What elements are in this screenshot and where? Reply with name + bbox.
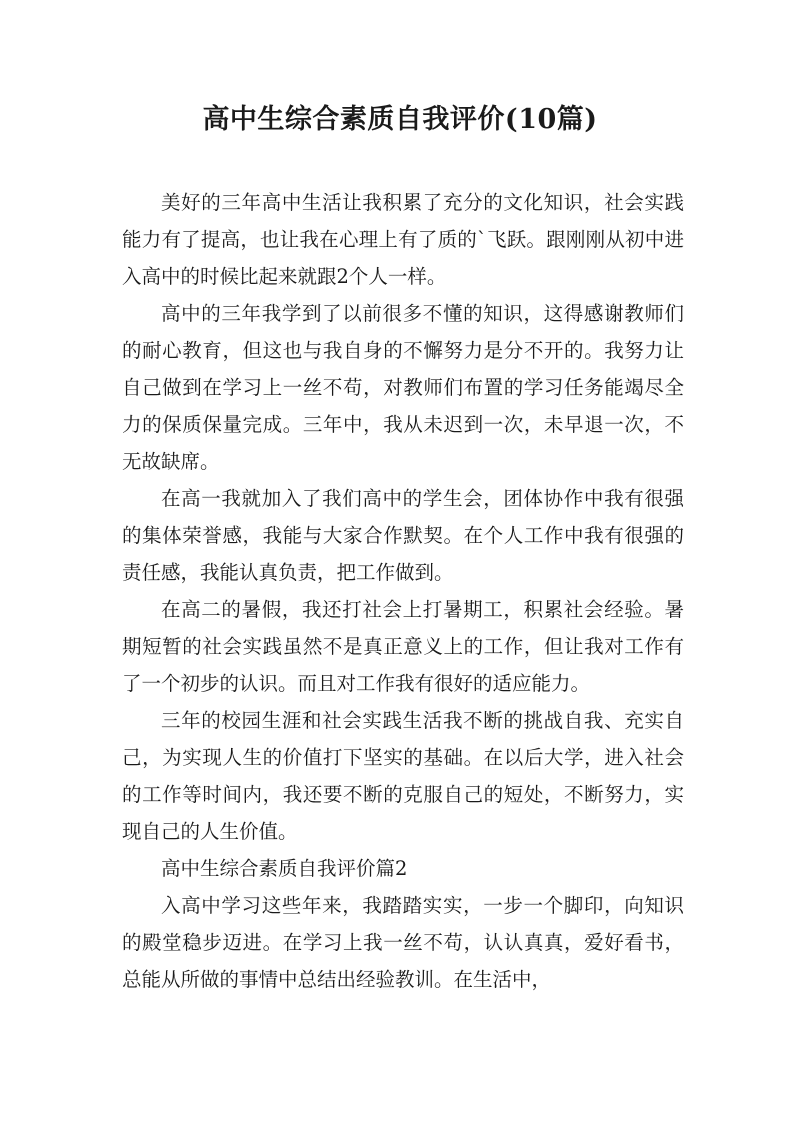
- paragraph-5: 三年的校园生涯和社会实践生活我不断的挑战自我、充实自己，为实现人生的价值打下坚实的基础。在以后大学，进入社会的工作等时间内，我还要不断的克服自己的短处，不断努力，实现自己的人生价值。: [122, 709, 684, 843]
- paragraph-1: 美好的三年高中生活让我积累了充分的文化知识，社会实践能力有了提高，也让我在心理上有了质的`飞跃。跟刚刚从初中进入高中的时候比起来就跟2个人一样。: [122, 191, 684, 288]
- paragraph-3: 在高一我就加入了我们高中的学生会，团体协作中我有很强的集体荣誉感，我能与大家合作默契。在个人工作中我有很强的责任感，我能认真负责，把工作做到。: [122, 487, 684, 584]
- paragraph-4: 在高二的暑假，我还打社会上打暑期工，积累社会经验。暑期短暂的社会实践虽然不是真正意义上的工作，但让我对工作有了一个初步的认识。而且对工作我有很好的适应能力。: [122, 598, 684, 695]
- paragraph-2: 高中的三年我学到了以前很多不懂的知识，这得感谢教师们的耐心教育，但这也与我自身的不懈努力是分不开的。我努力让自己做到在学习上一丝不苟，对教师们布置的学习任务能竭尽全力的保质保量完成。三年中，我从未迟到一次，未早退一次，不无故缺席。: [122, 302, 684, 473]
- document-body: [122, 184, 684, 998]
- paragraph-6: 入高中学习这些年来，我踏踏实实，一步一个脚印，向知识的殿堂稳步迈进。在学习上我一丝不苟，认认真真，爱好看书，总能从所做的事情中总结出经验教训。在生活中，: [122, 894, 684, 991]
- document-title: 高中生综合素质自我评价(10篇): [202, 104, 598, 135]
- section-heading-2: 高中生综合素质自我评价篇2: [161, 857, 408, 880]
